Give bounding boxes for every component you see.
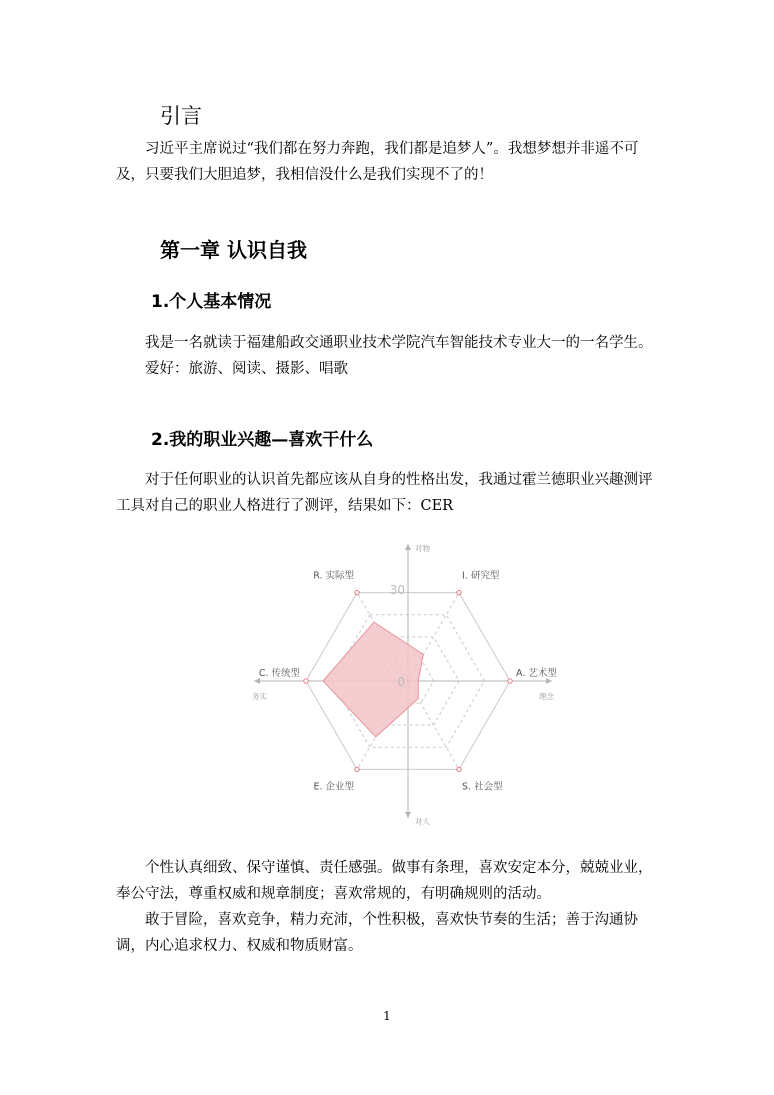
radar-axis-label: R. 实际型 [313, 570, 354, 582]
radar-vertex-marker [355, 767, 359, 771]
radar-axis-label: S. 社会型 [462, 781, 503, 793]
analysis-paragraphs [116, 855, 666, 959]
radar-labels [252, 543, 557, 826]
intro-body: 习近平主席说过“我们都在努力奔跑，我们都是追梦人”。我想梦想并非遥不可及，只要我们大胆追梦，我相信没什么是我们实现不了的！ [116, 141, 639, 183]
direction-label-bottom: 对人 [415, 817, 430, 826]
radar-axis-label: A. 艺术型 [516, 668, 557, 679]
chapter-heading: 第一章 认识自我 [160, 238, 307, 262]
section1-heading: 1.个人基本情况 [151, 292, 272, 312]
direction-label-left: 务实 [252, 692, 267, 701]
direction-label-top: 对物 [415, 544, 430, 553]
section2-body: 对于任何职业的认识首先都应该从自身的性格出发，我通过霍兰德职业兴趣测评工具对自己的职业人格进行了测评，结果如下：CER [116, 472, 653, 514]
radar-tick-label-max: 30 [389, 583, 405, 597]
radar-axis-label: E. 企业型 [313, 781, 354, 793]
radar-tick-label-zero: 0 [397, 675, 405, 689]
intro-heading: 引言 [160, 104, 202, 128]
intro-paragraph [116, 136, 666, 188]
analysis-p1: 个性认真细致、保守谨慎、责任感强。做事有条理，喜欢安定本分，兢兢业业，奉公守法，尊重权威和规章制度；喜欢常规的，有明确规则的活动。 [116, 860, 653, 902]
axis-down-arrowhead [405, 812, 411, 818]
radar-vertex-marker [304, 679, 308, 683]
page-number: 1 [383, 1009, 391, 1023]
holland-radar-chart [238, 536, 568, 832]
direction-label-right: 理念 [539, 692, 554, 701]
radar-vertex-marker [508, 679, 512, 683]
radar-vertex-marker [355, 590, 359, 594]
radar-vertex-marker [457, 767, 461, 771]
section2-heading: 2.我的职业兴趣—喜欢干什么 [151, 430, 374, 450]
section2-paragraph [116, 467, 666, 519]
radar-axis-label: I. 研究型 [462, 570, 500, 582]
axis-up-arrowhead [405, 544, 411, 550]
radar-vertex-marker [457, 590, 461, 594]
section1-body: 我是一名就读于福建船政交通职业技术学院汽车智能技术专业大一的一名学生。 [145, 335, 653, 351]
analysis-p2: 敢于冒险，喜欢竞争，精力充沛，个性积极，喜欢快节奏的生活；善于沟通协调，内心追求权力、权威和物质财富。 [116, 912, 638, 954]
hobby-line: 爱好：旅游、阅读、摄影、唱歌 [145, 361, 348, 377]
radar-axis-label: C. 传统型 [258, 668, 300, 679]
section1-paragraph [116, 330, 666, 382]
